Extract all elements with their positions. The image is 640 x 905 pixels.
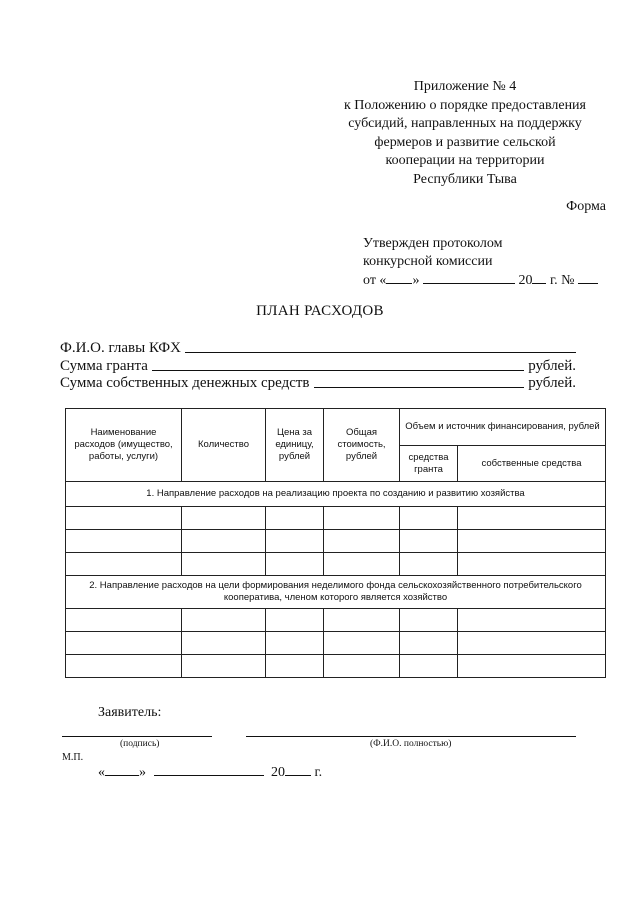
table-cell[interactable]	[66, 530, 182, 553]
grant-amount-unit: рублей.	[528, 358, 576, 374]
table-row	[66, 632, 606, 655]
table-cell[interactable]	[66, 655, 182, 678]
header-quantity: Количество	[182, 409, 266, 482]
table-cell[interactable]	[182, 553, 266, 576]
header-total: Общая стоимость, рублей	[324, 409, 400, 482]
table-cell[interactable]	[182, 609, 266, 632]
table-cell[interactable]	[400, 655, 458, 678]
head-name-label: Ф.И.О. главы КФХ	[60, 340, 181, 356]
table-cell[interactable]	[266, 507, 324, 530]
table-cell[interactable]	[400, 553, 458, 576]
appendix-line: Приложение № 4	[413, 79, 517, 94]
header-name: Наименование расходов (имущество, работы, услуги)	[66, 409, 182, 482]
table-cell[interactable]	[324, 553, 400, 576]
table-cell[interactable]	[458, 507, 606, 530]
table-cell[interactable]	[182, 655, 266, 678]
signature-date	[98, 763, 322, 781]
table-cell[interactable]	[66, 632, 182, 655]
table-cell[interactable]	[66, 609, 182, 632]
head-name-field	[60, 340, 580, 357]
table-cell[interactable]	[266, 530, 324, 553]
grant-amount-field	[60, 358, 576, 375]
table-row	[66, 553, 606, 576]
appendix-line: к Положению о порядке предоставления	[344, 97, 586, 113]
header-grant-funds: средства гранта	[400, 446, 458, 482]
approval-month-blank[interactable]	[423, 271, 515, 284]
table-cell[interactable]	[458, 553, 606, 576]
approval-line-1: Утвержден протоколом	[363, 236, 503, 251]
appendix-line: субсидий, направленных на поддержку	[348, 116, 582, 131]
grant-amount-blank[interactable]	[152, 369, 524, 371]
table-cell[interactable]	[458, 655, 606, 678]
date-close-quote: »	[139, 765, 146, 780]
date-year: 20	[271, 765, 285, 780]
table-cell[interactable]	[182, 507, 266, 530]
table-cell[interactable]	[266, 655, 324, 678]
form-label: Форма	[566, 199, 606, 214]
full-name-caption: (Ф.И.О. полностью)	[370, 739, 452, 749]
table-cell[interactable]	[458, 632, 606, 655]
appendix-header	[320, 78, 610, 189]
table-row	[66, 507, 606, 530]
approval-year-blank[interactable]	[532, 271, 546, 284]
appendix-line: фермеров и развитие сельской	[374, 134, 556, 150]
table-cell[interactable]	[324, 530, 400, 553]
table-header-row	[66, 409, 606, 446]
section-row	[66, 482, 606, 507]
approval-line-2: конкурсной комиссии	[363, 254, 493, 269]
appendix-line: Республики Тыва	[413, 171, 517, 187]
signature-caption: (подпись)	[120, 739, 160, 749]
table-cell[interactable]	[182, 632, 266, 655]
grant-amount-label: Сумма гранта	[60, 358, 148, 374]
table-cell[interactable]	[266, 609, 324, 632]
section-1-title: 1. Направление расходов на реализацию проекта по созданию и развитию хозяйства	[66, 482, 606, 507]
table-cell[interactable]	[182, 530, 266, 553]
header-own-funds: собственные средства	[458, 446, 606, 482]
applicant-label: Заявитель:	[98, 705, 162, 720]
section-2-title: 2. Направление расходов на цели формирования неделимого фонда сельскохозяйственного потребительского кооператива, членом которого является хозяйство	[66, 576, 606, 609]
approval-day-blank[interactable]	[386, 271, 412, 284]
table-row	[66, 530, 606, 553]
approval-number-label: г. №	[549, 273, 575, 288]
approval-date-open: от «	[363, 273, 387, 288]
table-cell[interactable]	[400, 530, 458, 553]
head-name-blank[interactable]	[185, 351, 576, 353]
appendix-line: кооперации на территории	[385, 153, 545, 168]
date-day-blank[interactable]	[105, 763, 139, 776]
approval-date-close: »	[412, 273, 420, 288]
own-funds-blank[interactable]	[314, 386, 525, 388]
approval-block	[363, 235, 598, 290]
table-cell[interactable]	[266, 632, 324, 655]
table-cell[interactable]	[400, 609, 458, 632]
table-cell[interactable]	[458, 609, 606, 632]
table-cell[interactable]	[324, 655, 400, 678]
table-cell[interactable]	[324, 507, 400, 530]
table-cell[interactable]	[266, 553, 324, 576]
table-cell[interactable]	[66, 507, 182, 530]
stamp-label: М.П.	[62, 752, 84, 763]
page-title: ПЛАН РАСХОДОВ	[256, 303, 384, 319]
table-row	[66, 655, 606, 678]
approval-number-blank[interactable]	[578, 271, 598, 284]
table-row	[66, 609, 606, 632]
table-cell[interactable]	[400, 632, 458, 655]
section-row	[66, 576, 606, 609]
own-funds-field	[60, 375, 576, 392]
own-funds-label: Сумма собственных денежных средств	[60, 375, 310, 391]
header-price: Цена за единицу, рублей	[266, 409, 324, 482]
table-cell[interactable]	[458, 530, 606, 553]
approval-year: 20	[518, 273, 533, 288]
expenses-table	[65, 408, 606, 678]
approval-line-3	[363, 271, 598, 290]
table-cell[interactable]	[324, 632, 400, 655]
table-cell[interactable]	[400, 507, 458, 530]
date-year-blank[interactable]	[285, 763, 311, 776]
table-cell[interactable]	[324, 609, 400, 632]
signature-blank[interactable]	[62, 736, 212, 737]
own-funds-unit: рублей.	[528, 375, 576, 391]
date-suffix: г.	[314, 765, 323, 780]
header-funding: Объем и источник финансирования, рублей	[400, 409, 606, 446]
date-open-quote: «	[98, 765, 105, 780]
table-cell[interactable]	[66, 553, 182, 576]
date-month-blank[interactable]	[154, 763, 264, 776]
full-name-blank[interactable]	[246, 736, 576, 737]
